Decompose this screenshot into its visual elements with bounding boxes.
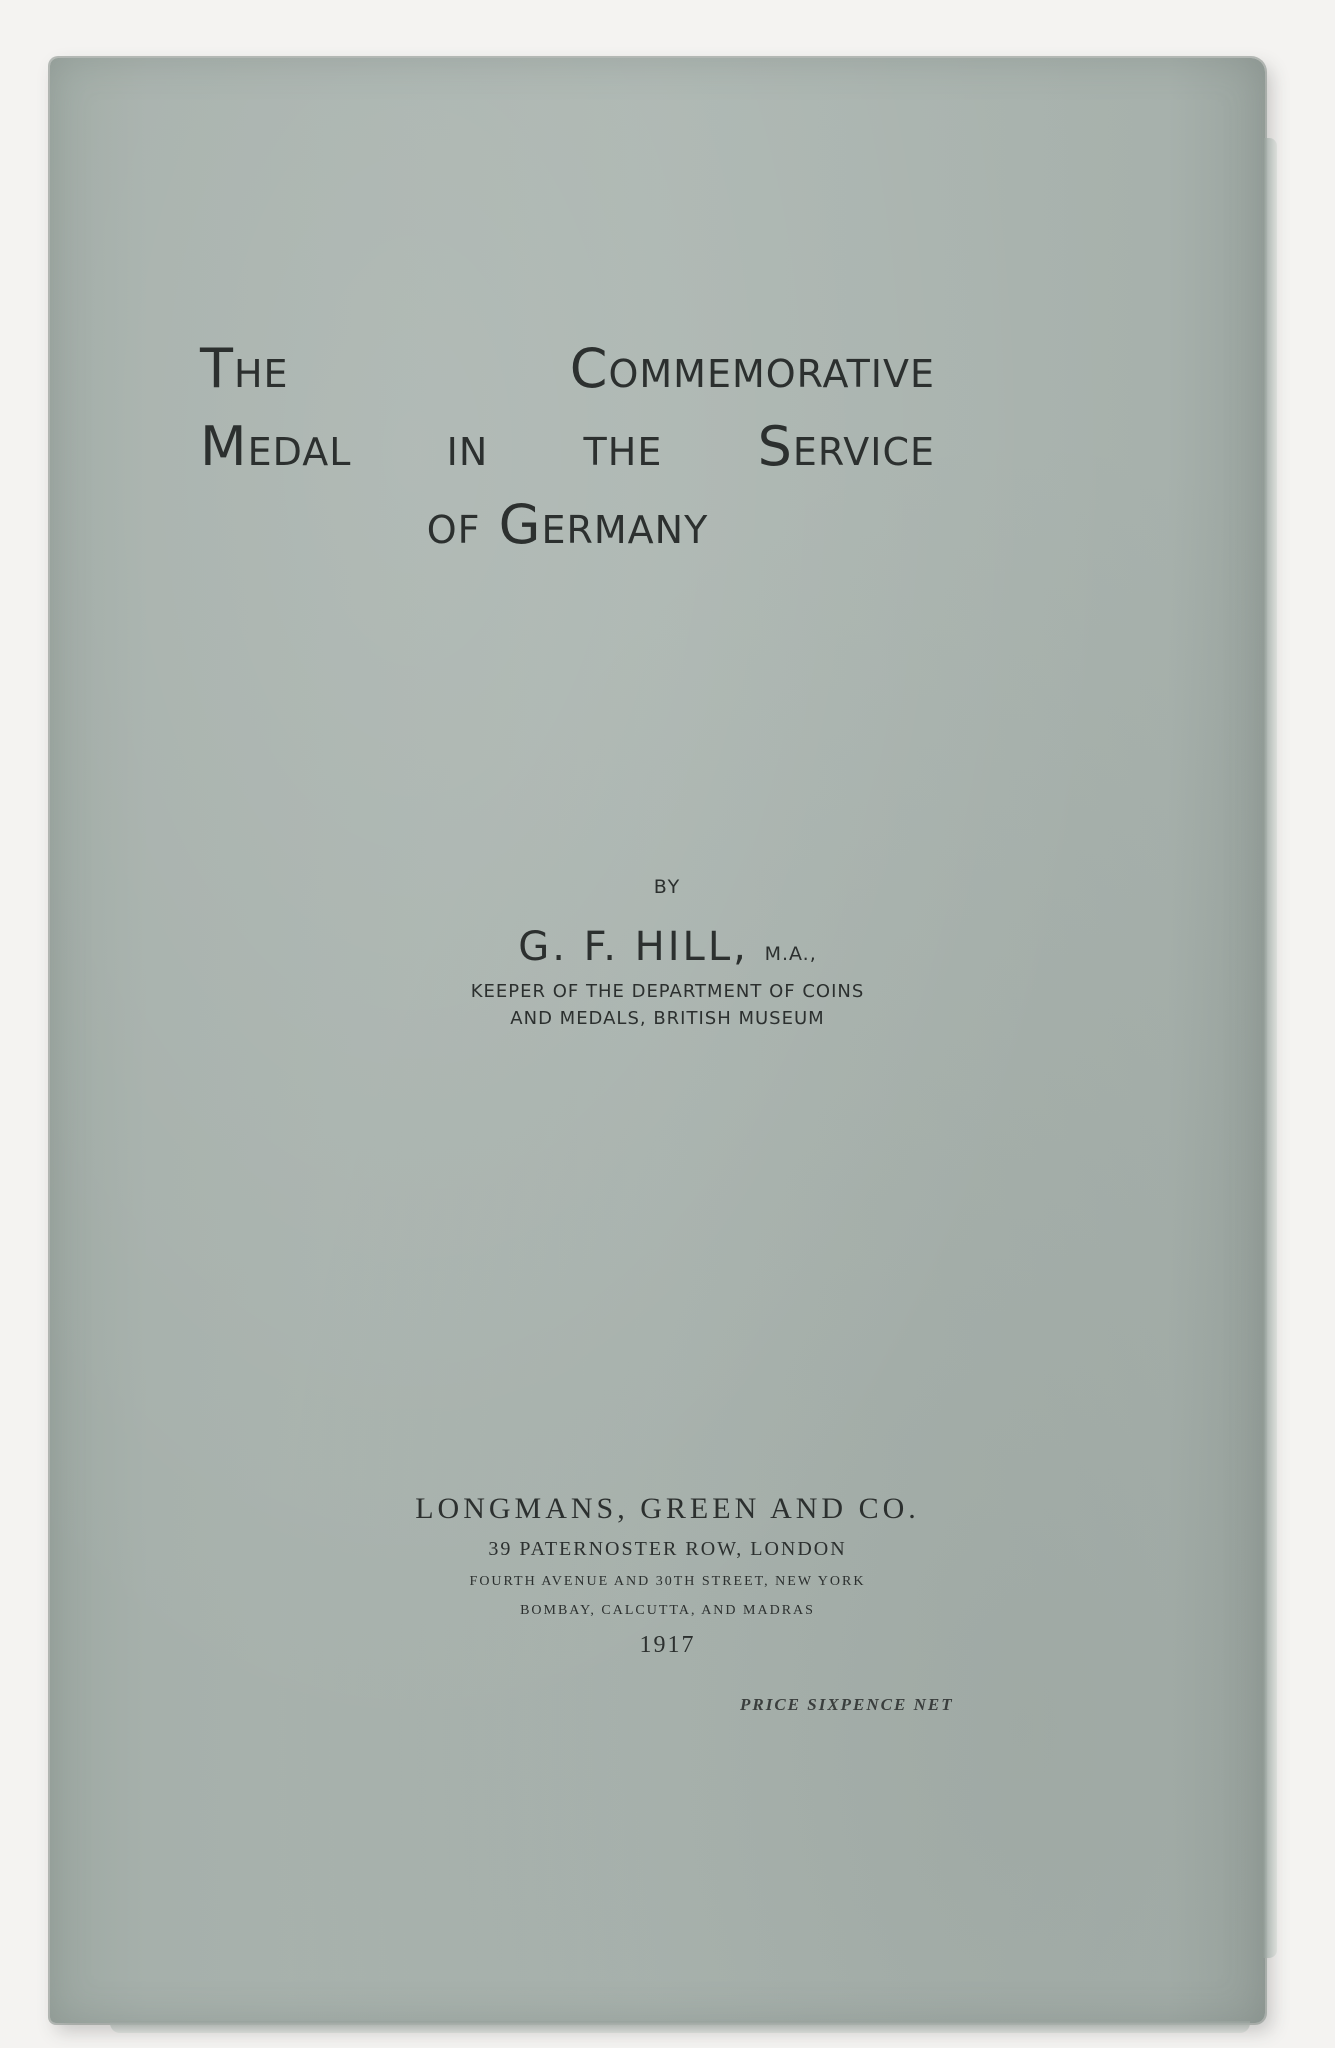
affiliation-line-1: KEEPER OF THE DEPARTMENT OF COINS (470, 981, 865, 1002)
pamphlet-cover (50, 58, 1265, 2023)
title-line-1: The Commemorative (200, 337, 935, 400)
author-affiliation (50, 978, 1285, 1032)
publisher-address-india: BOMBAY, CALCUTTA, AND MADRAS (520, 1603, 815, 1618)
publisher-address-london: 39 PATERNOSTER ROW, LONDON (488, 1538, 847, 1560)
author-name: G. F. HILL, (518, 924, 749, 970)
cover-bottom-edge (110, 2021, 1250, 2033)
title-line-3: of Germany (426, 493, 709, 556)
byline: BY (653, 876, 682, 898)
affiliation-line-2: AND MEDALS, BRITISH MUSEUM (510, 1008, 825, 1029)
cover-right-edge (1263, 138, 1277, 1958)
title-line-2: Medal in the Service (200, 415, 935, 478)
publisher-address-new-york: FOURTH AVENUE AND 30TH STREET, NEW YORK (469, 1574, 866, 1589)
publication-year: 1917 (639, 1632, 696, 1658)
price-notice: PRICE SIXPENCE NET (740, 1695, 954, 1714)
author-degree: M.A., (764, 943, 817, 965)
book-title (200, 330, 935, 564)
publisher-name: LONGMANS, GREEN AND CO. (415, 1492, 920, 1525)
author (50, 924, 1285, 970)
